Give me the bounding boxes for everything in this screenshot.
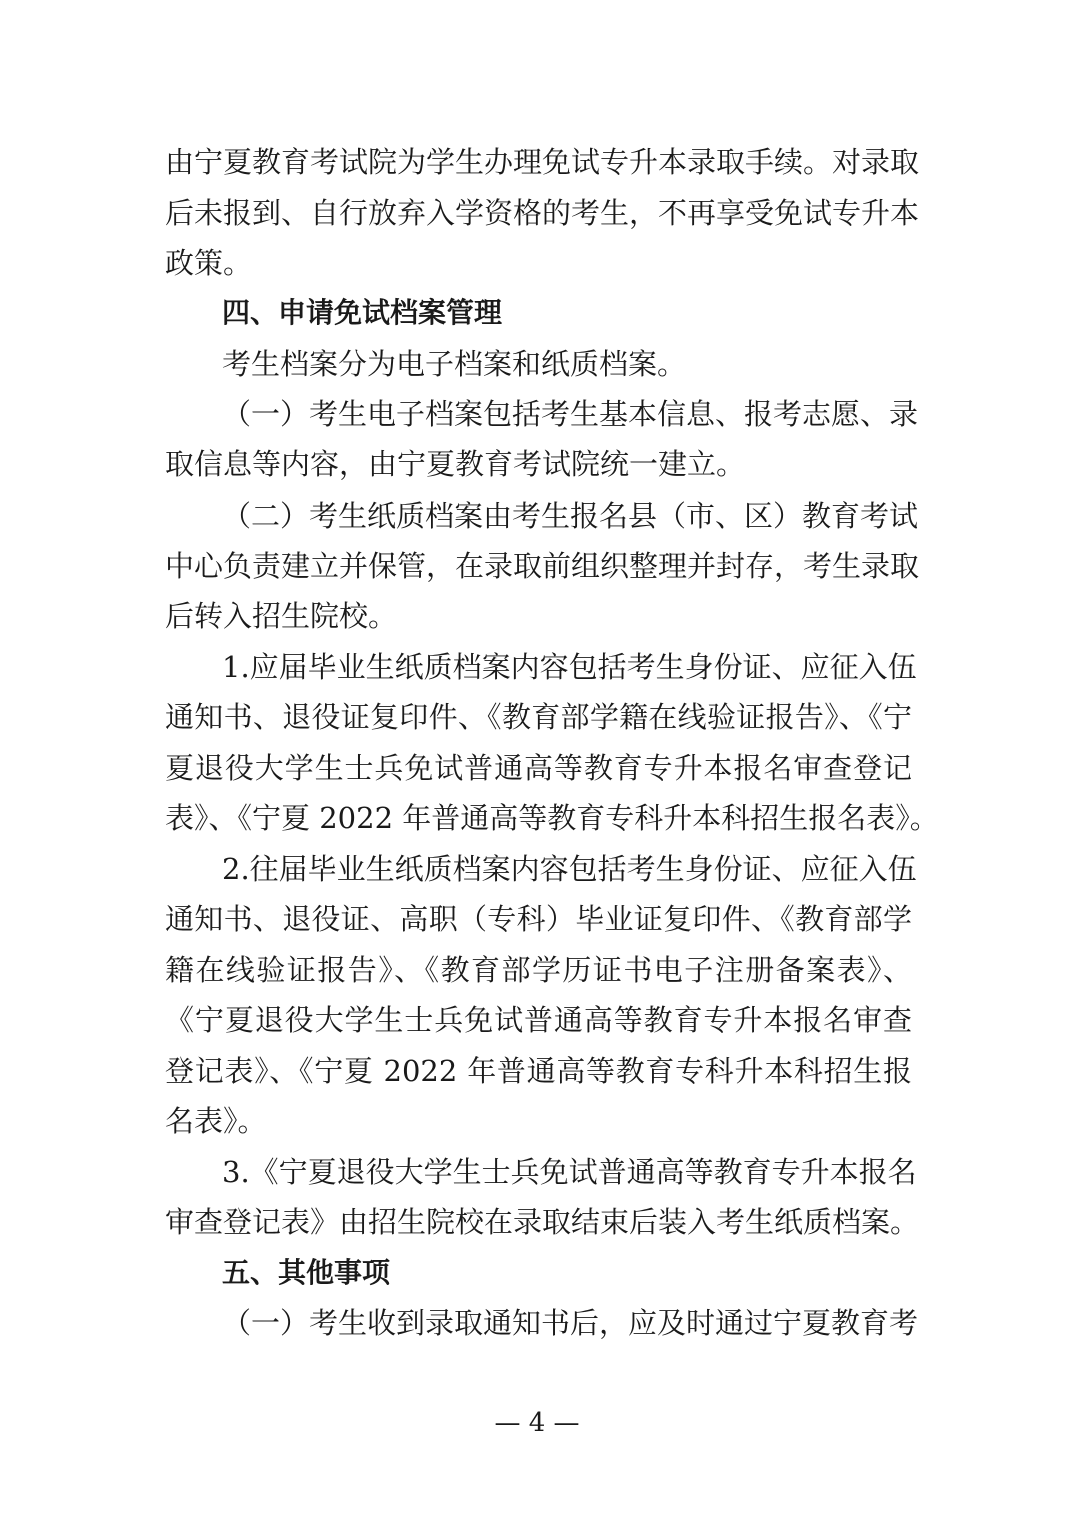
- paragraph-line: 《宁夏退役大学生士兵免试普通高等教育专升本报名审查: [165, 1003, 912, 1037]
- paragraph-line: 名表》。: [165, 1104, 267, 1138]
- paragraph-line: 表》、《宁夏 2022 年普通高等教育专科升本科招生报名表》。: [165, 801, 939, 835]
- section-heading: 四、申请免试档案管理: [222, 296, 503, 329]
- page-number: — 4 —: [494, 1408, 580, 1438]
- paragraph-line: 后转入招生院校。: [165, 599, 398, 633]
- paragraph-line: 夏退役大学生士兵免试普通高等教育专升本报名审查登记: [165, 751, 912, 785]
- paragraph-line: （二）考生纸质档案由考生报名县（市、区）教育考试: [222, 499, 919, 533]
- paragraph-line: 中心负责建立并保管，在录取前组织整理并封存，考生录取: [165, 549, 920, 583]
- paragraph-line: 通知书、退役证复印件、《教育部学籍在线验证报告》、《宁: [165, 700, 912, 734]
- paragraph-line: 后未报到、自行放弃入学资格的考生，不再享受免试专升本: [165, 196, 920, 230]
- paragraph-line: （一）考生电子档案包括考生基本信息、报考志愿、录: [222, 397, 919, 431]
- paragraph-line: 通知书、退役证、高职（专科）毕业证复印件、《教育部学: [165, 902, 912, 936]
- paragraph-line: 2.往届毕业生纸质档案内容包括考生身份证、应征入伍: [222, 852, 917, 886]
- paragraph-line: 1.应届毕业生纸质档案内容包括考生身份证、应征入伍: [222, 650, 917, 684]
- paragraph-line: 3.《宁夏退役大学生士兵免试普通高等教育专升本报名: [222, 1155, 917, 1189]
- paragraph-line: 审查登记表》由招生院校在录取结束后装入考生纸质档案。: [165, 1205, 920, 1239]
- paragraph-line: 登记表》、《宁夏 2022 年普通高等教育专科升本科招生报: [165, 1054, 912, 1088]
- section-heading: 五、其他事项: [222, 1256, 391, 1289]
- paragraph-line: （一）考生收到录取通知书后，应及时通过宁夏教育考: [222, 1306, 919, 1340]
- paragraph-line: 取信息等内容，由宁夏教育考试院统一建立。: [165, 447, 746, 481]
- paragraph-line: 考生档案分为电子档案和纸质档案。: [222, 347, 687, 381]
- paragraph-line: 政策。: [165, 246, 253, 280]
- paragraph-line: 由宁夏教育考试院为学生办理免试专升本录取手续。对录取: [165, 145, 920, 179]
- paragraph-line: 籍在线验证报告》、《教育部学历证书电子注册备案表》、: [165, 953, 912, 987]
